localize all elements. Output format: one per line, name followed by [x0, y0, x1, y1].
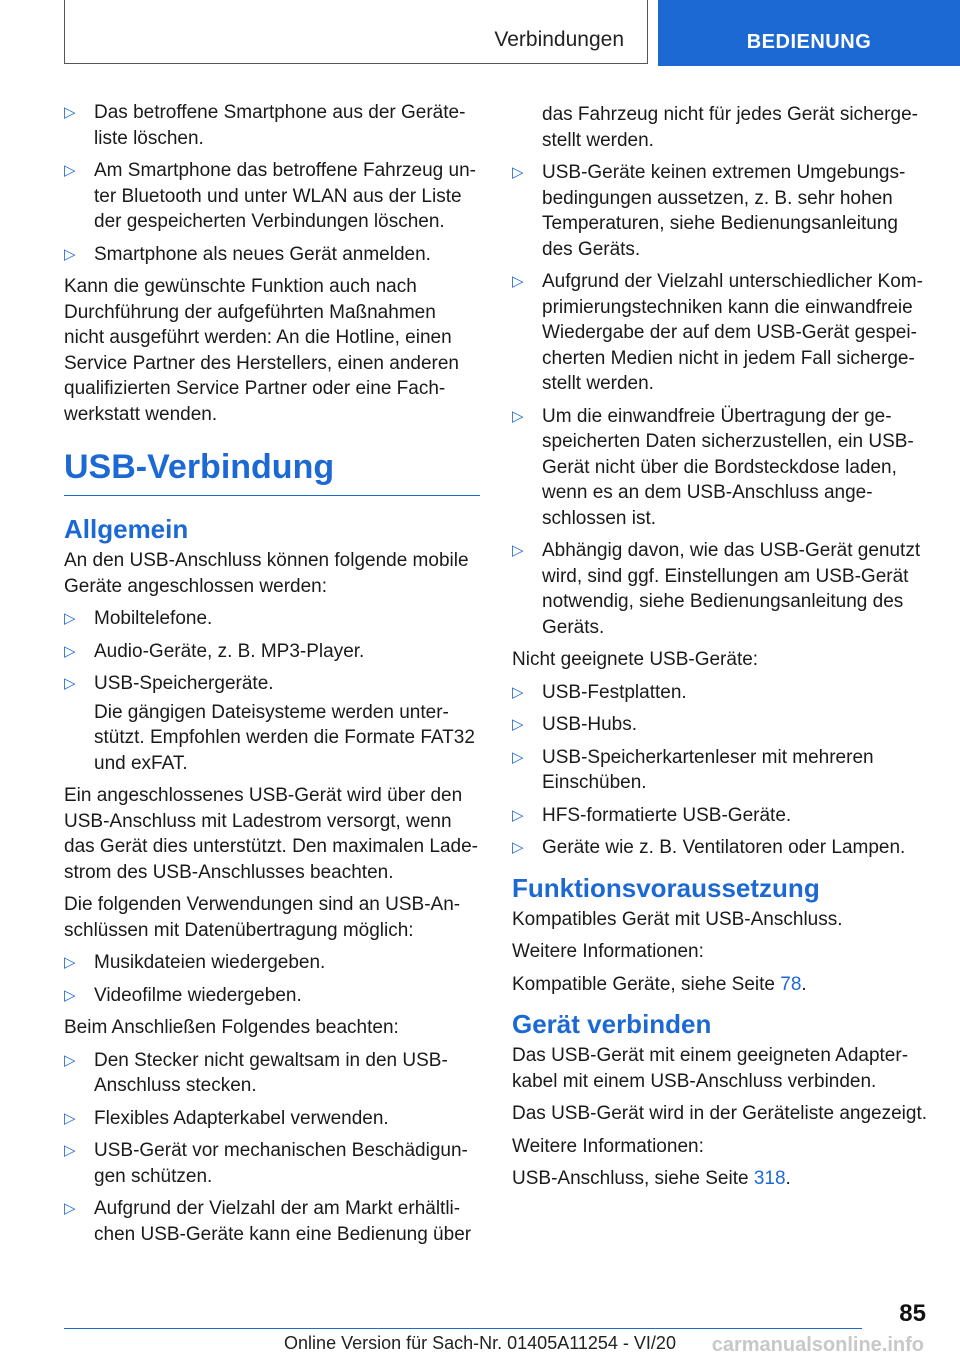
list-item: ▷ HFS-formatierte USB-Geräte. [512, 803, 932, 829]
list-item: ▷ Videofilme wiedergeben. [64, 983, 480, 1009]
triangle-bullet-icon: ▷ [64, 162, 76, 179]
list-item: ▷ Am Smartphone das betroffene Fahrzeug unter Bluetooth und unter WLAN aus der Liste der gespeicherten Verbindungen löschen. [64, 160, 476, 232]
list-item: ▷ USB-Hubs. [512, 712, 932, 738]
device-list [64, 606, 480, 697]
hotline-paragraph: Kann die gewünschte Funktion auch nach Durchführung der aufgeführten Maßnahmen nicht ausgeführt werden: An die Hotline, einen Service Partner des Herstellers, einen anderen qualifizierten Service Partner oder eine Fachwerkstatt wenden. [64, 276, 459, 425]
list-item: ▷ Um die einwandfreie Übertragung der gespeicherten Daten sicherzustellen, ein USB-Gerät nicht über die Bordsteckdose laden, wenn es an dem USB-Anschluss angeschlossen ist. [512, 405, 914, 529]
list-item: ▷ Audio-Geräte, z. B. MP3-Player. [64, 639, 480, 665]
section-heading-usb: USB-Verbindung [64, 445, 480, 496]
list-item: ▷ Das betroffene Smartphone aus der Geräteliste löschen. [64, 102, 466, 149]
triangle-bullet-icon: ▷ [512, 164, 524, 181]
list-item: ▷ Musikdateien wiedergeben. [64, 950, 480, 976]
unsuitable-paragraph: Nicht geeignete USB-Geräte: [512, 649, 759, 670]
triangle-bullet-icon: ▷ [512, 839, 524, 856]
list-item: ▷ USB-Gerät vor mechanischen Beschädigungen schützen. [64, 1140, 468, 1187]
triangle-bullet-icon: ▷ [512, 716, 524, 733]
triangle-bullet-icon: ▷ [512, 407, 524, 425]
reference-compatible-devices: Kompatible Geräte, siehe Seite 78. [512, 973, 807, 995]
more-info-label: Weitere Informationen: [512, 1135, 704, 1157]
list-item: ▷ USB-Speicherkartenleser mit mehreren Einschüben. [512, 746, 874, 793]
list-item: ▷ Smartphone als neues Gerät anmelden. [64, 242, 480, 268]
triangle-bullet-icon: ▷ [64, 1142, 76, 1159]
triangle-bullet-icon: ▷ [512, 542, 524, 559]
footer-rule [64, 1328, 862, 1329]
more-info-label: Weitere Informationen: [512, 941, 704, 962]
list-item: ▷ USB-Geräte keinen extremen Umgebungsbedingungen aussetzen, z. B. sehr hohen Temperaturen, siehe Bedienungsanleitung des Geräts. [512, 162, 906, 260]
triangle-bullet-icon: ▷ [64, 675, 76, 692]
page-number: 85 [899, 1300, 926, 1327]
triangle-bullet-icon: ▷ [64, 1200, 76, 1217]
intro-bullet-list [64, 100, 480, 267]
header-chapter-tab: BEDIENUNG [658, 0, 960, 66]
triangle-bullet-icon: ▷ [512, 683, 524, 701]
funktion-paragraph: Kompatibles Gerät mit USB-Anschluss. [512, 908, 843, 930]
connect-paragraph: Beim Anschließen Folgendes beachten: [64, 1017, 399, 1038]
triangle-bullet-icon: ▷ [64, 1051, 76, 1069]
triangle-bullet-icon: ▷ [512, 273, 524, 290]
list-item: ▷ USB-Speichergeräte. [64, 671, 480, 697]
triangle-bullet-icon: ▷ [64, 610, 76, 627]
verbinden-paragraph-2: Das USB-Gerät wird in der Geräteliste angezeigt. [512, 1103, 928, 1124]
usb-notes-list [512, 160, 932, 640]
subheading-geraet-verbinden: Gerät verbinden [512, 1009, 712, 1039]
triangle-bullet-icon: ▷ [64, 954, 76, 971]
triangle-bullet-icon: ▷ [64, 1109, 76, 1127]
list-item: ▷ Mobiltelefone. [64, 606, 480, 632]
triangle-bullet-icon: ▷ [64, 642, 76, 660]
left-column [64, 100, 480, 1254]
verbinden-paragraph-1: Das USB-Gerät mit einem geeigneten Adapterkabel mit einem USB-Anschluss verbinden. [512, 1045, 909, 1092]
list-item: ▷ Aufgrund der Vielzahl der am Markt erhältlichen USB-Geräte kann eine Bedienung über [64, 1198, 472, 1245]
connect-list [64, 1048, 480, 1248]
triangle-bullet-icon: ▷ [512, 806, 524, 824]
list-item: ▷ Abhängig davon, wie das USB-Gerät genutzt wird, sind ggf. Einstellungen am USB-Gerät notwendig, siehe Bedienungsanleitung des Geräts. [512, 540, 921, 638]
page-link-78[interactable]: 78 [780, 973, 802, 995]
list-item: ▷ Flexibles Adapterkabel verwenden. [64, 1106, 480, 1132]
allgemein-paragraph: An den USB-Anschluss können folgende mobile Geräte angeschlossen werden: [64, 550, 469, 597]
subheading-allgemein: Allgemein [64, 514, 189, 544]
triangle-bullet-icon: ▷ [512, 748, 524, 766]
reference-usb-port: USB-Anschluss, siehe Seite 318. [512, 1168, 791, 1189]
continued-text: das Fahrzeug nicht für jedes Gerät sichergestellt werden. [542, 104, 918, 151]
list-item: ▷ Aufgrund der Vielzahl unterschiedlicher Komprimierungstechniken kann die einwandfreie Wiedergabe der auf dem USB-Gerät gespeicherten Medien nicht in jedem Fall sichergestellt werden. [512, 271, 923, 394]
subheading-funktionsvoraussetzung: Funktionsvoraussetzung [512, 872, 820, 903]
unsuitable-list [512, 680, 932, 861]
page-link-318[interactable]: 318 [753, 1168, 786, 1189]
watermark: carmanualsonline.info [711, 1334, 924, 1356]
list-item: ▷ Geräte wie z. B. Ventilatoren oder Lampen. [512, 835, 932, 861]
footer-online-version: Online Version für Sach-Nr. 01405A11254 - VI/20 [284, 1333, 676, 1353]
charging-paragraph: Ein angeschlossenes USB-Gerät wird über den USB-Anschluss mit Ladestrom versorgt, wenn das Gerät dies unterstützt. Den maximalen Ladestrom des USB-Anschlusses beachten. [64, 785, 478, 883]
triangle-bullet-icon: ▷ [64, 245, 76, 263]
uses-list [64, 950, 480, 1008]
right-column [512, 102, 932, 1199]
triangle-bullet-icon: ▷ [64, 986, 76, 1004]
list-item: ▷ USB-Festplatten. [512, 680, 932, 706]
filesystem-note: Die gängigen Dateisysteme werden unterstützt. Empfohlen werden die Formate FAT32 und exFAT. [94, 701, 475, 774]
triangle-bullet-icon: ▷ [64, 104, 76, 121]
uses-paragraph: Die folgenden Verwendungen sind an USB-Anschlüssen mit Datenübertragung möglich: [64, 894, 461, 941]
header-section-title: Verbindungen [494, 28, 624, 51]
list-item: ▷ Den Stecker nicht gewaltsam in den USB-Anschluss stecken. [64, 1049, 448, 1096]
